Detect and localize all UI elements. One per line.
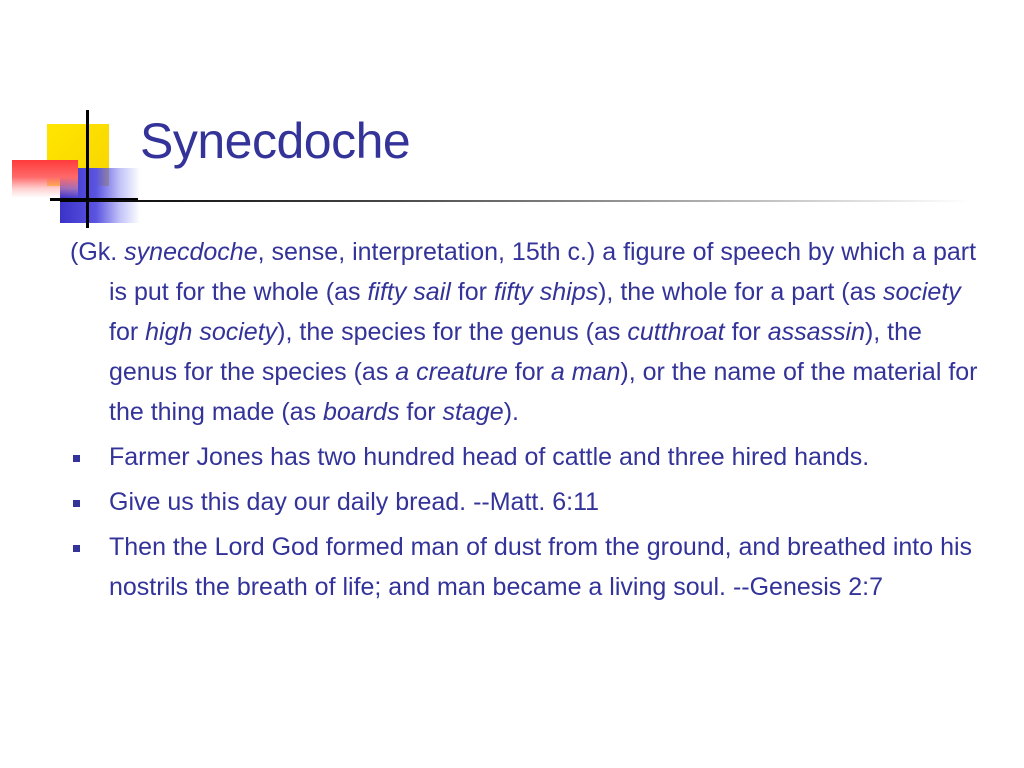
intro-segment: for	[399, 398, 443, 426]
intro-segment: for	[507, 358, 551, 386]
intro-segment: a man	[550, 358, 621, 386]
intro-segment: a creature	[395, 358, 508, 386]
intro-segment: assassin	[767, 318, 865, 346]
intro-segment: ).	[503, 398, 519, 426]
list-item	[70, 482, 985, 522]
logo-red-square	[12, 160, 78, 198]
square-bullet-icon	[73, 545, 80, 552]
intro-segment: ), or the name of the material for the thing made (as	[109, 358, 978, 426]
bullet-text: Then the Lord God formed man of dust from the ground, and breathed into his nostrils the breath of life; and man became a living soul. --Genesis 2:7	[109, 533, 973, 601]
intro-segment: boards	[323, 398, 400, 426]
intro-segment: ), the genus for the species (as	[109, 318, 922, 386]
intro-segment: for	[724, 318, 768, 346]
example-list	[70, 437, 985, 607]
slide-title: Synecdoche	[140, 113, 411, 169]
intro-segment: cutthroat	[627, 318, 725, 346]
list-item	[70, 527, 985, 607]
intro-segment: ), the whole for a part (as	[598, 278, 883, 306]
bullet-text: Give us this day our daily bread. --Matt. 6:11	[109, 488, 600, 516]
logo-vertical-line	[86, 110, 89, 228]
intro-segment: society	[882, 278, 961, 306]
definition-paragraph	[70, 232, 985, 432]
intro-segment: synecdoche	[124, 238, 258, 266]
intro-segment: ), the species for the genus (as	[277, 318, 628, 346]
intro-segment: for	[450, 278, 494, 306]
intro-segment: high society	[145, 318, 278, 346]
square-bullet-icon	[73, 455, 80, 462]
intro-segment: fifty sail	[367, 278, 451, 306]
bullet-text: Farmer Jones has two hundred head of cattle and three hired hands.	[109, 443, 870, 471]
title-divider	[60, 200, 970, 202]
intro-segment: (Gk.	[70, 238, 125, 266]
square-bullet-icon	[73, 500, 80, 507]
list-item	[70, 437, 985, 477]
intro-segment: stage	[442, 398, 504, 426]
slide-body	[70, 232, 985, 612]
intro-segment: fifty ships	[493, 278, 599, 306]
intro-segment: for	[109, 318, 146, 346]
intro-segment: , sense, interpretation, 15th c.) a figure of speech by which a part is put for the whole (as	[109, 238, 977, 306]
